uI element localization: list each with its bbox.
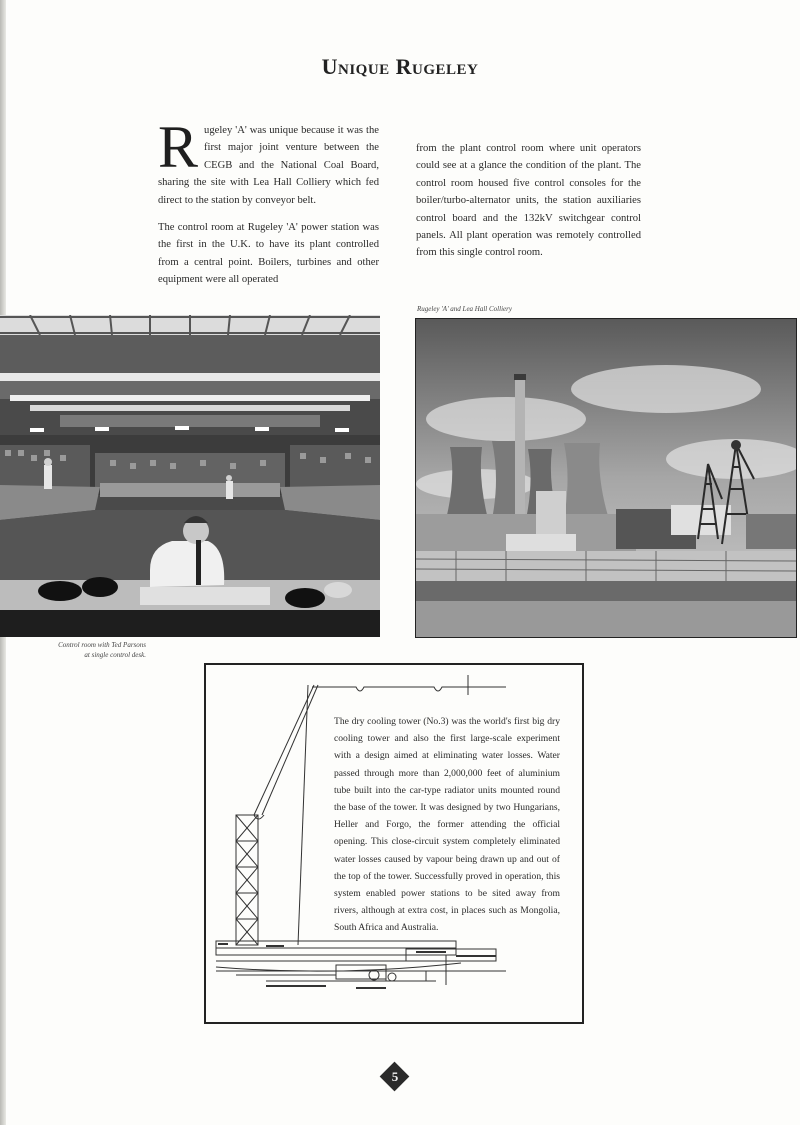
power-station-photo xyxy=(415,318,797,638)
cooling-tower-description: The dry cooling tower (No.3) was the world's first big dry cooling tower and also the first large-scale experiment with a design aimed at eliminating water losses. Water passed through more than 2,000,000 feet of aluminium tube built into the car-type radiator units mounted round the base of the tower. It was designed by two Hungarians, Heller and Forgo, the former attending the official opening. This close-circuit system completely eliminated water losses caused by vapour being drawn up and out of the top of the tower. Successfully proved in operation, this system enabled power stations to be sited away from rivers, although at extra cost, in places such as Mongolia, South Africa and Australia. xyxy=(334,716,560,934)
control-room-paragraph: The control room at Rugeley 'A' power station was the first in the U.K. to have its plant controlled from a central point. Boilers, turbines and other equipment were all operated xyxy=(158,222,379,286)
power-station-photo-caption: Rugeley 'A' and Lea Hall Colliery xyxy=(417,305,512,313)
page-title: Unique Rugeley xyxy=(321,54,479,79)
control-room-photo-caption xyxy=(0,640,146,660)
intro-paragraph xyxy=(158,114,379,209)
drop-cap: R xyxy=(158,114,199,180)
text-column-right xyxy=(416,140,641,272)
page-number-badge xyxy=(380,1062,410,1092)
cooling-tower-panel xyxy=(204,663,584,1024)
control-room-paragraph-continued: from the plant control room where unit operators could see at a glance the condition of the plant. The control room housed five control consoles for the boiler/turbo-alternator units, the station auxiliaries control board and the 132kV switchgear control panels. All plant operation was remotely controlled from this single control room. xyxy=(416,143,641,259)
text-column-left xyxy=(158,114,379,299)
control-room-caption-line1: Control room with Ted Parsons xyxy=(58,641,146,649)
page-number: 5 xyxy=(391,1069,399,1084)
control-room-photo xyxy=(0,315,380,637)
intro-paragraph-text: ugeley 'A' was unique because it was the first major joint venture between the CEGB and the National Coal Board, sharing the site with Lea Hall Colliery which fed direct to the station by conveyor belt. xyxy=(158,125,379,206)
control-room-caption-line2: at single control desk. xyxy=(84,651,146,659)
